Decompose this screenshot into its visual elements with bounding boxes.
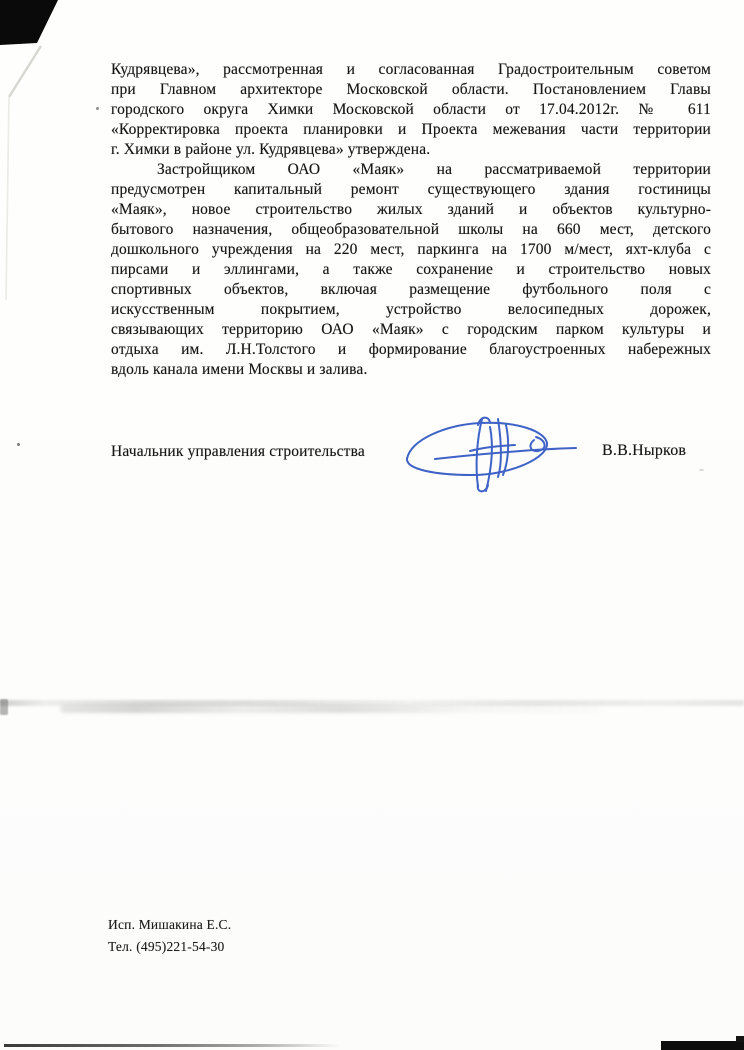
paragraph-line: «Корректировка проекта планировки и Проекта межевания части территории	[111, 121, 711, 138]
folded-corner-shape	[0, 0, 58, 45]
scan-noise-dot	[17, 443, 20, 446]
bottom-right-notch-artifact	[736, 1036, 744, 1042]
fold-streak	[60, 705, 600, 713]
paragraph-line: Застройщиком ОАО «Маяк» на рассматриваемой территории	[157, 161, 711, 178]
fold-streak-left-mark	[0, 699, 8, 715]
bottom-right-black-artifact	[661, 1041, 744, 1050]
paragraph-line: отдыха им. Л.Н.Толстого и формирование благоустроенных набережных	[111, 341, 711, 358]
paragraph-line: «Маяк», новое строительство жилых зданий и объектов культурно-	[111, 201, 711, 218]
paragraph-line: вдоль канала имени Москвы и залива.	[111, 361, 368, 378]
page-edge-diagonal	[9, 46, 41, 97]
paragraph-line: г. Химки в районе ул. Кудрявцева» утверждена.	[111, 141, 431, 158]
paragraph-line: дошкольного учреждения на 220 мест, паркинга на 1700 м/мест, яхт-клуба с	[111, 241, 711, 258]
scan-noise-dot	[699, 469, 704, 471]
scan-noise-dot	[96, 107, 99, 110]
executor-line: Исп. Мишакина Е.С.	[108, 917, 232, 932]
signature-title: Начальник управления строительства	[111, 443, 365, 460]
paragraph-line: спортивных объектов, включая размещение футбольного поля с	[111, 281, 711, 298]
paragraph-line: предусмотрен капитальный ремонт существующего здания гостиницы	[111, 181, 711, 198]
paragraph-line: связывающих территорию ОАО «Маяк» с городским парком культуры и	[111, 321, 711, 338]
signature-ink-strokes	[407, 418, 576, 492]
paragraph-line: городского округа Химки Московской области от 17.04.2012г. № 611	[111, 101, 711, 118]
bottom-edge-line-artifact	[4, 1044, 340, 1047]
paragraph-line: искусственным покрытием, устройство велосипедных дорожек,	[111, 301, 711, 318]
page-edge-vertical	[6, 97, 9, 300]
paragraph-line: пирсами и эллингами, а также сохранение и строительство новых	[111, 261, 711, 278]
phone-line: Тел. (495)221-54-30	[108, 939, 225, 954]
paragraph-line: бытового назначения, общеобразовательной школы на 660 мест, детского	[111, 221, 711, 238]
body-text	[111, 60, 711, 380]
executor-block	[108, 914, 231, 958]
fold-crease-artifact	[0, 692, 744, 720]
signature-autograph	[340, 413, 580, 497]
paragraph-line: Кудрявцева», рассмотренная и согласованная Градостроительным советом	[111, 61, 711, 78]
paragraph-line: при Главном архитекторе Московской области. Постановлением Главы	[111, 81, 711, 98]
signatory-name: В.В.Нырков	[602, 442, 687, 459]
fold-streak	[0, 700, 744, 706]
